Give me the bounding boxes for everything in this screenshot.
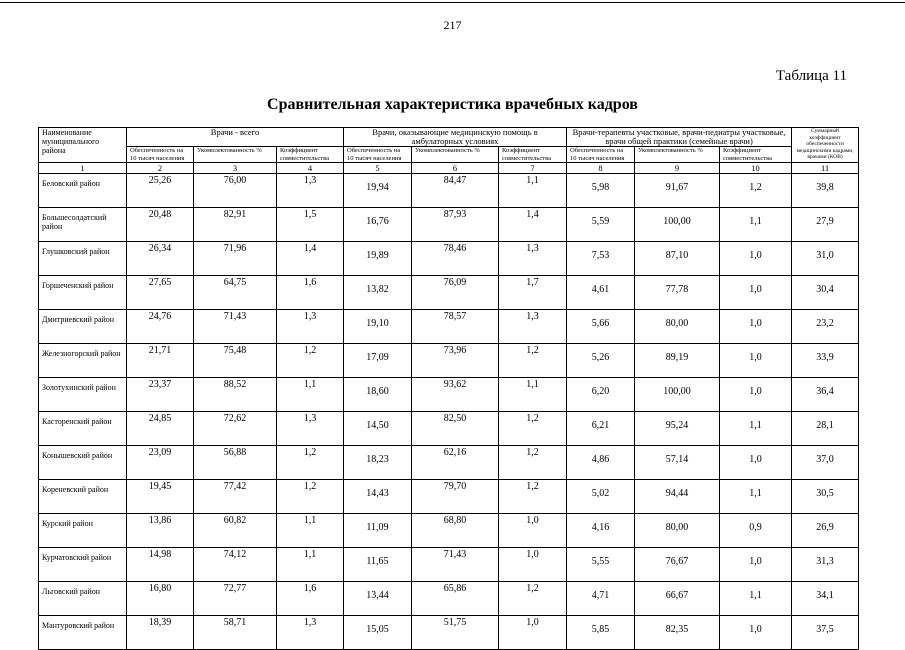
- value-cell: 11,65: [344, 548, 412, 582]
- value-cell: 21,71: [127, 344, 194, 378]
- value-cell: 5,26: [567, 344, 635, 378]
- value-cell: 18,23: [344, 446, 412, 480]
- column-number-row: [39, 163, 859, 174]
- table-row: [39, 514, 859, 548]
- value-cell: 76,67: [635, 548, 720, 582]
- value-cell: 68,80: [412, 514, 499, 548]
- value-cell: 24,76: [127, 310, 194, 344]
- value-cell: 79,70: [412, 480, 499, 514]
- value-cell: 72,62: [194, 412, 277, 446]
- value-cell: 37,0: [792, 446, 859, 480]
- value-cell: 23,09: [127, 446, 194, 480]
- value-cell: 88,52: [194, 378, 277, 412]
- value-cell: 5,66: [567, 310, 635, 344]
- subheader-staffing: Укомплектованность %: [412, 147, 499, 163]
- value-cell: 91,67: [635, 174, 720, 208]
- value-cell: 73,96: [412, 344, 499, 378]
- district-name-cell: Дмитриевский район: [39, 310, 127, 344]
- value-cell: 1,0: [499, 514, 567, 548]
- value-cell: 1,1: [720, 582, 792, 616]
- value-cell: 14,98: [127, 548, 194, 582]
- table-body: [39, 174, 859, 650]
- value-cell: 27,65: [127, 276, 194, 310]
- value-cell: 19,89: [344, 242, 412, 276]
- value-cell: 19,94: [344, 174, 412, 208]
- table-row: [39, 174, 859, 208]
- value-cell: 87,93: [412, 208, 499, 242]
- value-cell: 1,1: [277, 548, 344, 582]
- value-cell: 1,6: [277, 582, 344, 616]
- value-cell: 31,3: [792, 548, 859, 582]
- value-cell: 1,1: [720, 208, 792, 242]
- value-cell: 71,96: [194, 242, 277, 276]
- value-cell: 19,45: [127, 480, 194, 514]
- value-cell: 6,21: [567, 412, 635, 446]
- value-cell: 20,48: [127, 208, 194, 242]
- district-name-cell: Касторенский район: [39, 412, 127, 446]
- value-cell: 1,1: [277, 514, 344, 548]
- value-cell: 1,0: [720, 378, 792, 412]
- value-cell: 26,34: [127, 242, 194, 276]
- value-cell: 57,14: [635, 446, 720, 480]
- district-name-cell: Горшеченский район: [39, 276, 127, 310]
- value-cell: 82,35: [635, 616, 720, 650]
- value-cell: 1,4: [277, 242, 344, 276]
- district-name-cell: Большесолдатский район: [39, 208, 127, 242]
- header-group-row: [39, 128, 859, 147]
- column-number: 5: [344, 163, 412, 174]
- page-number: 217: [443, 18, 462, 32]
- value-cell: 1,2: [499, 446, 567, 480]
- value-cell: 14,43: [344, 480, 412, 514]
- value-cell: 80,00: [635, 514, 720, 548]
- value-cell: 34,1: [792, 582, 859, 616]
- value-cell: 5,55: [567, 548, 635, 582]
- value-cell: 82,91: [194, 208, 277, 242]
- column-number: 8: [567, 163, 635, 174]
- column-number: 1: [39, 163, 127, 174]
- value-cell: 15,05: [344, 616, 412, 650]
- value-cell: 1,0: [720, 310, 792, 344]
- value-cell: 74,12: [194, 548, 277, 582]
- district-name-cell: Глушковский район: [39, 242, 127, 276]
- value-cell: 1,2: [499, 582, 567, 616]
- group-header-outpatient-doctors: Врачи, оказывающие медицинскую помощь в амбулаторных условиях: [344, 128, 567, 147]
- value-cell: 100,00: [635, 378, 720, 412]
- value-cell: 76,09: [412, 276, 499, 310]
- table-row: [39, 446, 859, 480]
- value-cell: 16,80: [127, 582, 194, 616]
- column-number: 11: [792, 163, 859, 174]
- value-cell: 1,0: [720, 446, 792, 480]
- column-number: 9: [635, 163, 720, 174]
- value-cell: 71,43: [412, 548, 499, 582]
- group-header-district-doctors: Врачи-терапевты участковые, врачи-педиатры участковые, врачи общей практики (семейные врачи): [567, 128, 792, 147]
- value-cell: 58,71: [194, 616, 277, 650]
- column-number: 7: [499, 163, 567, 174]
- subheader-staffing: Укомплектованность %: [194, 147, 277, 163]
- value-cell: 1,2: [277, 344, 344, 378]
- value-cell: 1,1: [499, 378, 567, 412]
- value-cell: 1,3: [277, 310, 344, 344]
- column-number: 2: [127, 163, 194, 174]
- value-cell: 6,20: [567, 378, 635, 412]
- value-cell: 93,62: [412, 378, 499, 412]
- value-cell: 66,67: [635, 582, 720, 616]
- table-label: Таблица 11: [775, 68, 847, 84]
- table-row: [39, 242, 859, 276]
- value-cell: 76,00: [194, 174, 277, 208]
- value-cell: 30,4: [792, 276, 859, 310]
- district-name-cell: Курчатовский район: [39, 548, 127, 582]
- value-cell: 25,26: [127, 174, 194, 208]
- value-cell: 5,59: [567, 208, 635, 242]
- staff-comparison-table: [38, 127, 859, 650]
- value-cell: 18,39: [127, 616, 194, 650]
- value-cell: 89,19: [635, 344, 720, 378]
- top-rule: [0, 2, 905, 3]
- header-sub-row: [39, 147, 859, 163]
- column-number: 6: [412, 163, 499, 174]
- value-cell: 1,2: [499, 412, 567, 446]
- value-cell: 27,9: [792, 208, 859, 242]
- value-cell: 1,2: [277, 446, 344, 480]
- value-cell: 84,47: [412, 174, 499, 208]
- value-cell: 71,43: [194, 310, 277, 344]
- subheader-coefficient: Коэффициент совместительства: [720, 147, 792, 163]
- value-cell: 1,0: [720, 276, 792, 310]
- value-cell: 4,16: [567, 514, 635, 548]
- value-cell: 80,00: [635, 310, 720, 344]
- value-cell: 4,71: [567, 582, 635, 616]
- value-cell: 94,44: [635, 480, 720, 514]
- document-title: Сравнительная характеристика врачебных кадров: [267, 96, 638, 113]
- table-row: [39, 480, 859, 514]
- value-cell: 75,48: [194, 344, 277, 378]
- value-cell: 78,57: [412, 310, 499, 344]
- value-cell: 100,00: [635, 208, 720, 242]
- value-cell: 1,2: [720, 174, 792, 208]
- district-name-cell: Кореневский район: [39, 480, 127, 514]
- district-name-cell: Железногорский район: [39, 344, 127, 378]
- district-name-cell: Курский район: [39, 514, 127, 548]
- value-cell: 78,46: [412, 242, 499, 276]
- table-row: [39, 276, 859, 310]
- value-cell: 1,4: [499, 208, 567, 242]
- value-cell: 1,2: [277, 480, 344, 514]
- value-cell: 1,2: [499, 480, 567, 514]
- value-cell: 14,50: [344, 412, 412, 446]
- value-cell: 33,9: [792, 344, 859, 378]
- value-cell: 1,2: [499, 344, 567, 378]
- table-row: [39, 548, 859, 582]
- column-number: 4: [277, 163, 344, 174]
- table-row: [39, 582, 859, 616]
- column-number: 3: [194, 163, 277, 174]
- district-name-cell: Мантуровский район: [39, 616, 127, 650]
- subheader-provision: Обеспеченность на 10 тысяч населения: [567, 147, 635, 163]
- value-cell: 31,0: [792, 242, 859, 276]
- table-row: [39, 310, 859, 344]
- value-cell: 13,44: [344, 582, 412, 616]
- value-cell: 17,09: [344, 344, 412, 378]
- value-cell: 16,76: [344, 208, 412, 242]
- value-cell: 7,53: [567, 242, 635, 276]
- table-row: [39, 208, 859, 242]
- value-cell: 95,24: [635, 412, 720, 446]
- value-cell: 1,1: [499, 174, 567, 208]
- table-row: [39, 344, 859, 378]
- district-name-cell: Льговский район: [39, 582, 127, 616]
- value-cell: 51,75: [412, 616, 499, 650]
- value-cell: 13,86: [127, 514, 194, 548]
- subheader-provision: Обеспеченность на 10 тысяч населения: [127, 147, 194, 163]
- value-cell: 1,3: [499, 310, 567, 344]
- value-cell: 5,85: [567, 616, 635, 650]
- value-cell: 13,82: [344, 276, 412, 310]
- value-cell: 1,0: [720, 344, 792, 378]
- value-cell: 56,88: [194, 446, 277, 480]
- group-header-all-doctors: Врачи - всего: [127, 128, 344, 147]
- value-cell: 1,6: [277, 276, 344, 310]
- value-cell: 23,2: [792, 310, 859, 344]
- value-cell: 1,3: [277, 174, 344, 208]
- district-name-cell: Беловский район: [39, 174, 127, 208]
- subheader-coefficient: Коэффициент совместительства: [499, 147, 567, 163]
- value-cell: 77,42: [194, 480, 277, 514]
- value-cell: 62,16: [412, 446, 499, 480]
- table-row: [39, 378, 859, 412]
- value-cell: 18,60: [344, 378, 412, 412]
- value-cell: 5,02: [567, 480, 635, 514]
- value-cell: 64,75: [194, 276, 277, 310]
- value-cell: 4,86: [567, 446, 635, 480]
- subheader-provision: Обеспеченность на 10 тысяч населения: [344, 147, 412, 163]
- value-cell: 19,10: [344, 310, 412, 344]
- subheader-coefficient: Коэффициент совместительства: [277, 147, 344, 163]
- value-cell: 39,8: [792, 174, 859, 208]
- subheader-staffing: Укомплектованность %: [635, 147, 720, 163]
- value-cell: 0,9: [720, 514, 792, 548]
- value-cell: 1,5: [277, 208, 344, 242]
- value-cell: 1,3: [277, 616, 344, 650]
- value-cell: 1,1: [277, 378, 344, 412]
- column-number: 10: [720, 163, 792, 174]
- value-cell: 11,09: [344, 514, 412, 548]
- value-cell: 1,0: [720, 242, 792, 276]
- value-cell: 4,61: [567, 276, 635, 310]
- value-cell: 1,7: [499, 276, 567, 310]
- value-cell: 82,50: [412, 412, 499, 446]
- total-coefficient-header: Суммарный коэффициент обеспеченности медицинскими кадрами, врачами (КОВ): [792, 128, 859, 163]
- value-cell: 87,10: [635, 242, 720, 276]
- value-cell: 37,5: [792, 616, 859, 650]
- value-cell: 28,1: [792, 412, 859, 446]
- value-cell: 65,86: [412, 582, 499, 616]
- value-cell: 77,78: [635, 276, 720, 310]
- table-row: [39, 616, 859, 650]
- value-cell: 1,3: [277, 412, 344, 446]
- value-cell: 72,77: [194, 582, 277, 616]
- value-cell: 36,4: [792, 378, 859, 412]
- district-name-cell: Конышевский район: [39, 446, 127, 480]
- value-cell: 1,1: [720, 412, 792, 446]
- value-cell: 23,37: [127, 378, 194, 412]
- value-cell: 1,3: [499, 242, 567, 276]
- value-cell: 1,0: [720, 548, 792, 582]
- table-row: [39, 412, 859, 446]
- value-cell: 30,5: [792, 480, 859, 514]
- value-cell: 1,1: [720, 480, 792, 514]
- value-cell: 1,0: [499, 548, 567, 582]
- name-column-header: Наименование муниципального района: [39, 128, 127, 163]
- value-cell: 60,82: [194, 514, 277, 548]
- value-cell: 1,0: [720, 616, 792, 650]
- value-cell: 1,0: [499, 616, 567, 650]
- district-name-cell: Золотухинский район: [39, 378, 127, 412]
- value-cell: 5,98: [567, 174, 635, 208]
- value-cell: 24,85: [127, 412, 194, 446]
- value-cell: 26,9: [792, 514, 859, 548]
